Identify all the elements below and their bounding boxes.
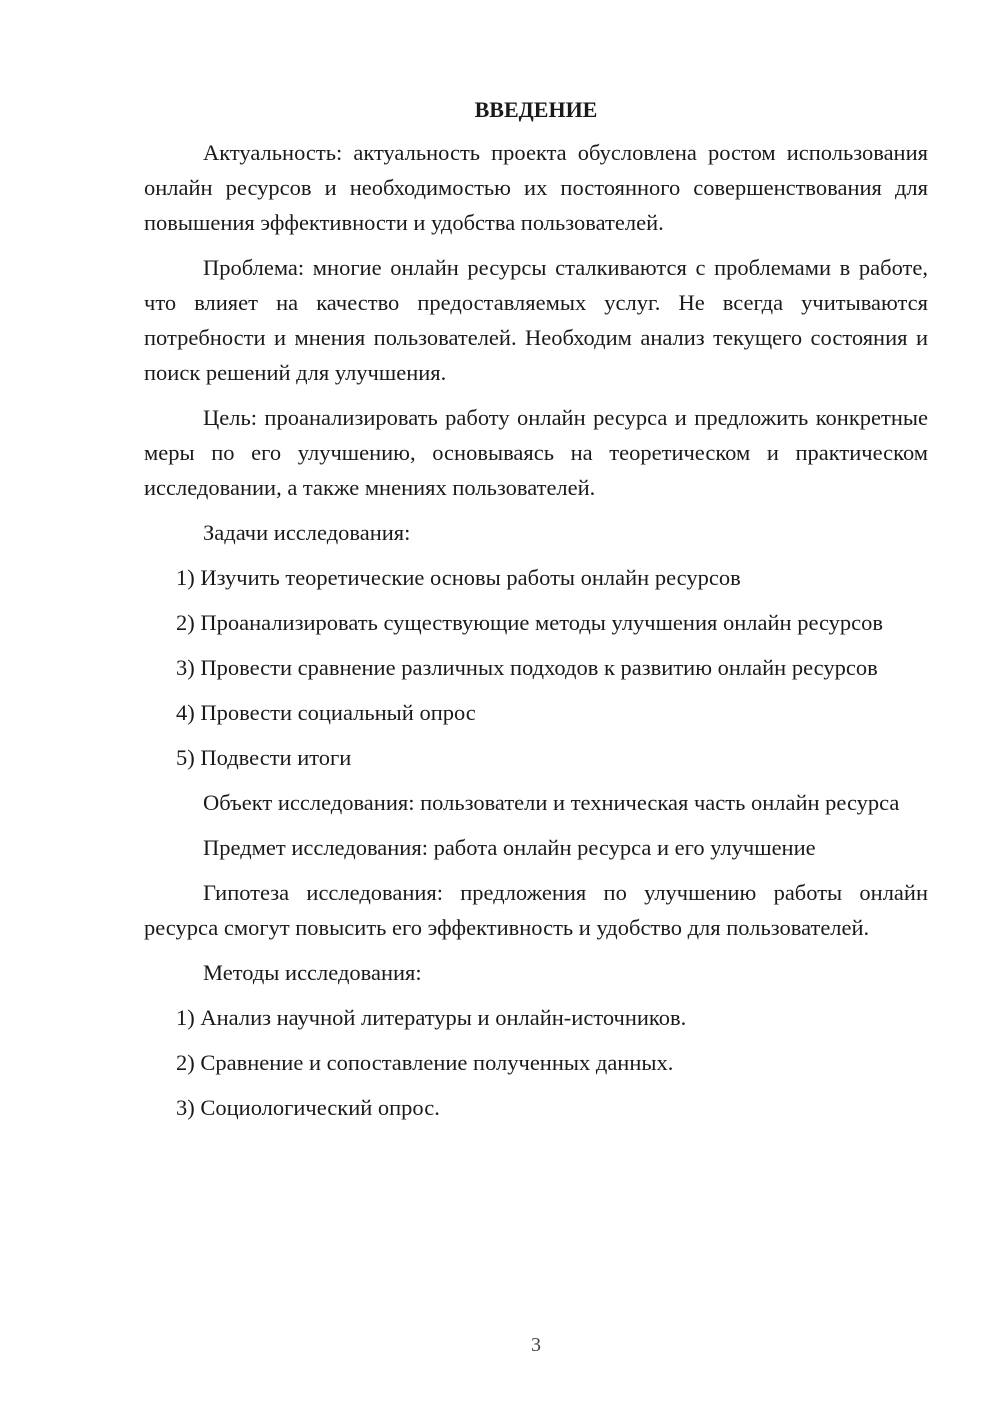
task-item-2: 2) Проанализировать существующие методы улучшения онлайн ресурсов xyxy=(176,610,884,635)
method-item-1: 1) Анализ научной литературы и онлайн-источников. xyxy=(176,1005,687,1030)
paragraph-relevance: Актуальность: актуальность проекта обусловлена ростом использования онлайн ресурсов и необходимостью их постоянного совершенствования для повышения эффективности и удобства пользователей. xyxy=(144,140,928,235)
task-item-3: 3) Провести сравнение различных подходов к развитию онлайн ресурсов xyxy=(176,655,878,680)
page-number: 3 xyxy=(531,1334,541,1356)
paragraph-hypothesis: Гипотеза исследования: предложения по улучшению работы онлайн ресурса смогут повысить его эффективность и удобство для пользователей. xyxy=(144,880,928,940)
task-item-4: 4) Провести социальный опрос xyxy=(176,700,476,725)
methods-heading: Методы исследования: xyxy=(203,960,422,985)
paragraph-subject: Предмет исследования: работа онлайн ресурса и его улучшение xyxy=(203,835,816,860)
tasks-heading: Задачи исследования: xyxy=(203,520,411,545)
paragraph-goal: Цель: проанализировать работу онлайн ресурса и предложить конкретные меры по его улучшению, основываясь на теоретическом и практическом исследовании, а также мнениях пользователей. xyxy=(144,405,928,500)
method-item-3: 3) Социологический опрос. xyxy=(176,1095,440,1120)
method-item-2: 2) Сравнение и сопоставление полученных данных. xyxy=(176,1050,674,1075)
paragraph-object: Объект исследования: пользователи и техническая часть онлайн ресурса xyxy=(203,790,900,815)
paragraph-problem: Проблема: многие онлайн ресурсы сталкиваются с проблемами в работе, что влияет на качество предоставляемых услуг. Не всегда учитываются потребности и мнения пользователей. Необходим анализ текущего состояния и поиск решений для улучшения. xyxy=(144,255,928,385)
page-title: ВВЕДЕНИЕ xyxy=(474,97,598,122)
task-item-1: 1) Изучить теоретические основы работы онлайн ресурсов xyxy=(176,565,741,590)
document-page xyxy=(144,95,928,1135)
task-item-5: 5) Подвести итоги xyxy=(176,745,352,770)
